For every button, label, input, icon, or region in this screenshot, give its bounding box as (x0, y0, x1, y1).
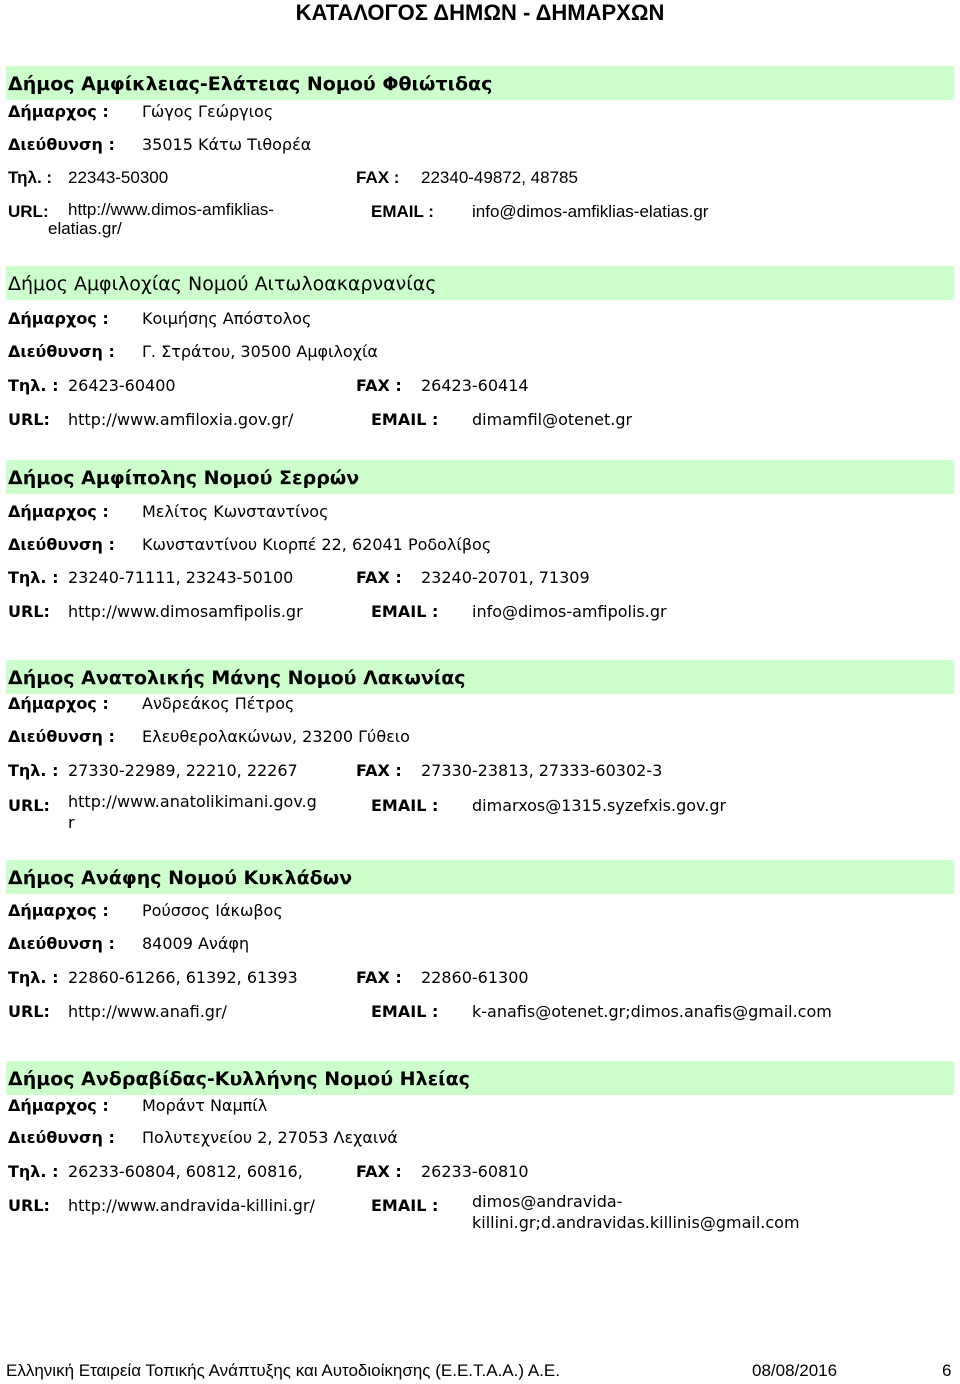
address-label: Διεύθυνση : (8, 1128, 115, 1147)
mayor-label: Δήμαρχος : (8, 502, 109, 521)
footer-date: 08/08/2016 (752, 1361, 838, 1380)
email-link[interactable]: dimamfil@otenet.gr (472, 410, 633, 429)
phone-label: Τηλ. : (8, 376, 59, 395)
municipality-name: Δήμος Αμφίπολης Νομού Σερρών (8, 467, 360, 489)
email-link[interactable]: info@dimos-amfipolis.gr (472, 602, 667, 621)
fax-value: 22340-49872, 48785 (421, 168, 578, 187)
fax-value: 26233-60810 (421, 1162, 529, 1181)
footer-organization: Ελληνική Εταιρεία Τοπικής Ανάπτυξης και Αυτοδιοίκησης (Ε.Ε.Τ.Α.Α.) Α.Ε. (6, 1361, 560, 1380)
municipality-name: Δήμος Ανάφης Νομού Κυκλάδων (8, 867, 353, 889)
address-value: Κωνσταντίνου Κιορπέ 22, 62041 Ροδολίβος (142, 535, 492, 554)
fax-label: FAX : (356, 568, 402, 587)
url-label: URL: (8, 1002, 50, 1021)
fax-label: FAX : (356, 376, 402, 395)
address-value: 84009 Ανάφη (142, 934, 250, 953)
fax-value: 23240-20701, 71309 (421, 568, 590, 587)
phone-label: Τηλ. : (8, 968, 59, 987)
phone-value: 27330-22989, 22210, 22267 (68, 761, 298, 780)
address-label: Διεύθυνση : (8, 934, 115, 953)
email-label: EMAIL : (371, 410, 439, 429)
phone-value: 22343-50300 (68, 168, 169, 187)
fax-label: FAX : (356, 761, 402, 780)
phone-label: Τηλ. : (8, 761, 59, 780)
address-label: Διεύθυνση : (8, 727, 115, 746)
email-link[interactable]: k-anafis@otenet.gr;dimos.anafis@gmail.com (472, 1002, 832, 1021)
mayor-value: Γώγος Γεώργιος (142, 102, 274, 121)
mayor-value: Μελίτος Κωνσταντίνος (142, 502, 329, 521)
address-label: Διεύθυνση : (8, 535, 115, 554)
mayor-value: Μοράντ Ναμπίλ (142, 1096, 268, 1115)
address-value: Ελευθερολακώνων, 23200 Γύθειο (142, 727, 410, 746)
address-label: Διεύθυνση : (8, 342, 115, 361)
fax-value: 27330-23813, 27333-60302-3 (421, 761, 663, 780)
mayor-label: Δήμαρχος : (8, 102, 109, 121)
url-label: URL: (8, 602, 50, 621)
email-link-continued[interactable]: killini.gr;d.andravidas.killinis@gmail.com (472, 1213, 800, 1232)
url-label: URL: (8, 202, 49, 221)
page-title: ΚΑΤΑΛΟΓΟΣ ΔΗΜΩΝ - ΔΗΜΑΡΧΩΝ (295, 0, 665, 25)
municipality-name: Δήμος Αμφίκλειας-Ελάτειας Νομού Φθιώτιδας (8, 73, 493, 95)
phone-value: 23240-71111, 23243-50100 (68, 568, 294, 587)
address-label: Διεύθυνση : (8, 135, 115, 154)
municipality-name: Δήμος Ανατολικής Μάνης Νομού Λακωνίας (8, 667, 466, 689)
fax-value: 22860-61300 (421, 968, 529, 987)
email-label: EMAIL : (371, 1002, 439, 1021)
phone-label: Τηλ. : (8, 168, 53, 187)
mayor-value: Κοιμήσης Απόστολος (142, 309, 312, 328)
phone-label: Τηλ. : (8, 568, 59, 587)
mayor-label: Δήμαρχος : (8, 694, 109, 713)
url-link[interactable]: http://www.dimosamfipolis.gr (68, 602, 303, 621)
email-label: EMAIL : (371, 1196, 439, 1215)
url-label: URL: (8, 796, 50, 815)
url-link[interactable]: http://www.dimos-amfiklias- (68, 200, 274, 219)
email-label: EMAIL : (371, 202, 434, 221)
phone-value: 26233-60804, 60812, 60816, (68, 1162, 303, 1181)
mayor-label: Δήμαρχος : (8, 309, 109, 328)
url-link[interactable]: http://www.andravida-killini.gr/ (68, 1196, 315, 1215)
mayor-label: Δήμαρχος : (8, 1096, 109, 1115)
phone-value: 26423-60400 (68, 376, 176, 395)
mayor-label: Δήμαρχος : (8, 901, 109, 920)
municipality-name: Δήμος Ανδραβίδας-Κυλλήνης Νομού Ηλείας (8, 1068, 470, 1090)
phone-value: 22860-61266, 61392, 61393 (68, 968, 298, 987)
url-label: URL: (8, 410, 50, 429)
url-link[interactable]: http://www.anatolikimani.gov.g (68, 792, 317, 811)
email-label: EMAIL : (371, 602, 439, 621)
mayor-value: Ανδρεάκος Πέτρος (142, 694, 295, 713)
email-label: EMAIL : (371, 796, 439, 815)
fax-value: 26423-60414 (421, 376, 529, 395)
footer-page-number: 6 (942, 1361, 952, 1380)
url-link[interactable]: http://www.anafi.gr/ (68, 1002, 227, 1021)
address-value: Πολυτεχνείου 2, 27053 Λεχαινά (142, 1128, 398, 1147)
url-link-continued[interactable]: r (68, 813, 75, 832)
phone-label: Τηλ. : (8, 1162, 59, 1181)
address-value: 35015 Κάτω Τιθορέα (142, 135, 312, 154)
url-label: URL: (8, 1196, 50, 1215)
fax-label: FAX : (356, 168, 400, 187)
mayor-value: Ρούσσος Ιάκωβος (142, 901, 283, 920)
fax-label: FAX : (356, 1162, 402, 1181)
address-value: Γ. Στράτου, 30500 Αμφιλοχία (142, 342, 378, 361)
url-link-continued[interactable]: elatias.gr/ (48, 219, 122, 238)
email-link[interactable]: info@dimos-amfiklias-elatias.gr (472, 202, 709, 221)
url-link[interactable]: http://www.amfiloxia.gov.gr/ (68, 410, 294, 429)
email-link[interactable]: dimarxos@1315.syzefxis.gov.gr (472, 796, 727, 815)
fax-label: FAX : (356, 968, 402, 987)
email-link[interactable]: dimos@andravida- (472, 1192, 623, 1211)
municipality-name: Δήμος Αμφιλοχίας Νομού Αιτωλοακαρνανίας (8, 273, 437, 295)
